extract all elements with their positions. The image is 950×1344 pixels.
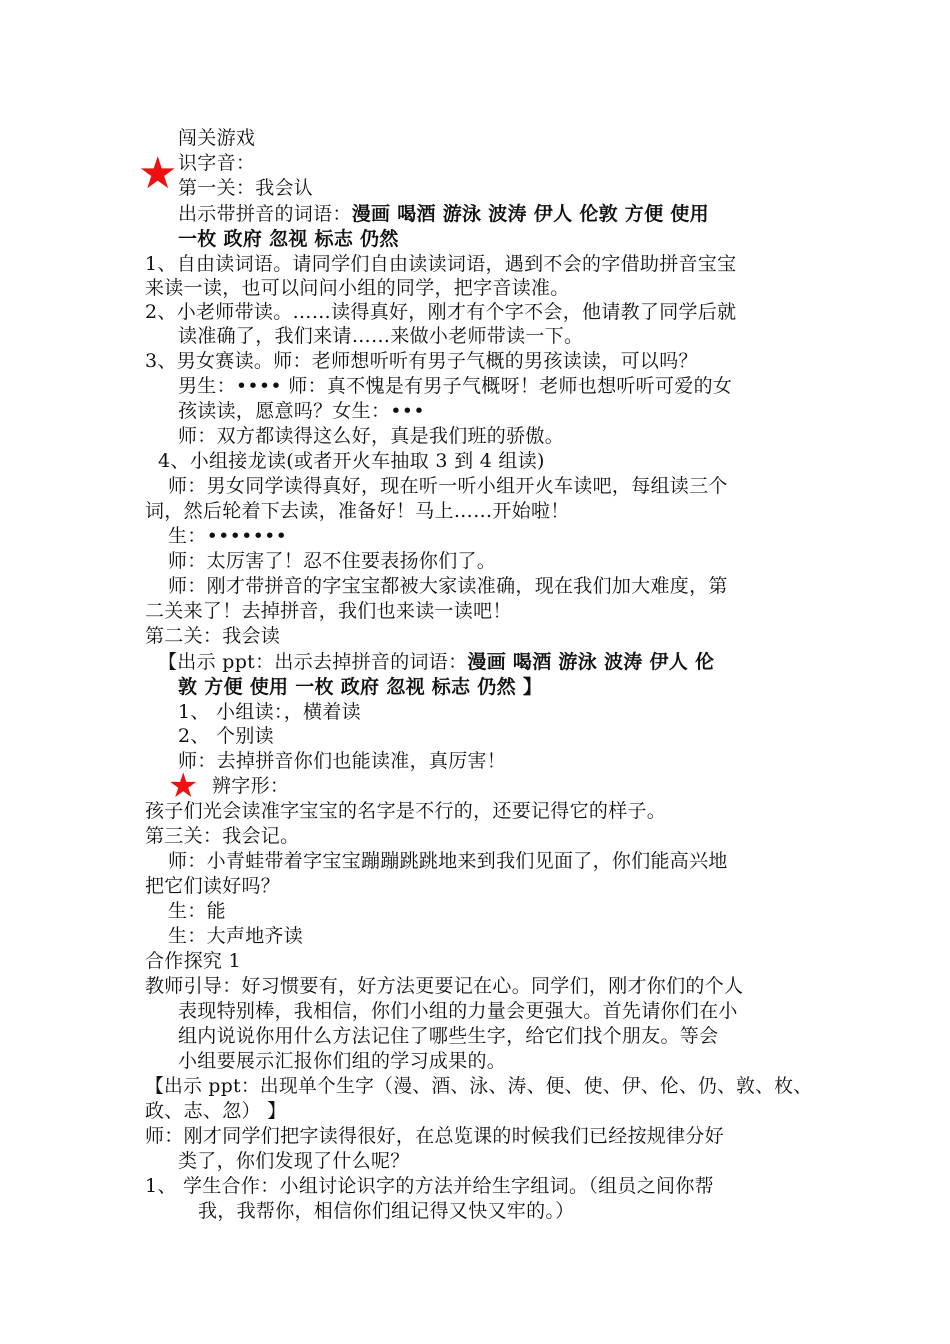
text-line: 生：能 <box>168 900 226 922</box>
text-line: 师：去掉拼音你们也能读准，真厉害！ <box>178 750 507 772</box>
text-line: 师：太厉害了！忍不住要表扬你们了。 <box>168 550 497 572</box>
text-line: 师：小青蛙带着字宝宝蹦蹦跳跳地来到我们见面了，你们能高兴地 <box>168 850 728 872</box>
heading-pronunciation: 识字音： <box>178 152 256 174</box>
text-line: 组内说说你用什么方法记住了哪些生字，给它们找个朋友。等会 <box>178 1025 719 1047</box>
text-line: 小组要展示汇报你们组的学习成果的。 <box>178 1050 507 1072</box>
text-line: 类了，你们发现了什么呢？ <box>178 1150 410 1172</box>
vocabulary-words: 敦 方便 使用 一枚 政府 忽视 标志 仍然 】 <box>178 676 543 698</box>
text-line: 词，然后轮着下去读，准备好！马上……开始啦！ <box>145 500 570 522</box>
text-line: 3、男女赛读。师：老师想听听有男子气概的男孩读读，可以吗？ <box>145 350 698 372</box>
text-line: 2、小老师带读。……读得真好，刚才有个字不会，他请教了同学后就 <box>145 301 737 323</box>
text-line: 4、小组接龙读(或者开火车抽取 3 到 4 组读) <box>158 450 545 472</box>
text-line: 孩子们光会读准字宝宝的名字是不行的，还要记得它的样子。 <box>145 800 667 822</box>
text-line: 1、 小组读：，横着读 <box>178 701 361 723</box>
text-line <box>158 650 714 674</box>
level-one-title: 第一关：我会认 <box>178 177 314 199</box>
text-line: 师：双方都读得这么好，真是我们班的骄傲。 <box>178 425 565 447</box>
text-line: 2、 个别读 <box>178 725 274 747</box>
vocabulary-words: 漫画 喝酒 游泳 波涛 伊人 伦敦 方便 使用 <box>351 203 709 225</box>
text-line: 【出示 ppt：出现单个生字（漫、酒、泳、涛、便、使、伊、伦、仍、敦、枚、 <box>145 1075 813 1097</box>
level-three-title: 第三关：我会记。 <box>145 825 300 847</box>
heading-game: 闯关游戏 <box>178 127 256 149</box>
heading-cooperation: 合作探究 1 <box>145 950 241 972</box>
text-line: 来读一读，也可以问问小组的同学，把字音读准。 <box>145 277 570 299</box>
text-line: 师：刚才同学们把字读得很好，在总览课的时候我们已经按规律分好 <box>145 1125 725 1147</box>
red-star-icon: ★ <box>168 766 199 806</box>
text-line: 读准确了，我们来请……来做小老师带读一下。 <box>178 325 584 347</box>
heading-shape: 辨字形： <box>212 775 290 797</box>
red-star-icon: ★ <box>138 148 178 199</box>
text-line: 男生：•••• 师：真不愧是有男子气概呀！老师也想听听可爱的女 <box>178 375 733 397</box>
text-line: 师：刚才带拼音的字宝宝都被大家读准确，现在我们加大难度，第 <box>168 575 728 597</box>
level-two-title: 第二关：我会读 <box>145 625 281 647</box>
text-line: 1、自由读词语。请同学们自由读读词语，遇到不会的字借助拼音宝宝 <box>145 253 737 275</box>
text-line: 1、 学生合作：小组讨论识字的方法并给生字组词。（组员之间你帮 <box>145 1175 714 1197</box>
words-intro: 出示带拼音的词语： <box>178 203 352 225</box>
text-line: 生：••••••• <box>168 525 288 547</box>
text-line: 把它们读好吗？ <box>145 875 281 897</box>
text-line: 师：男女同学读得真好，现在听一听小组开火车读吧，每组读三个 <box>168 475 728 497</box>
text-line <box>178 202 709 226</box>
text-line: 表现特别棒，我相信，你们小组的力量会更强大。首先请你们在小 <box>178 1000 738 1022</box>
text-line: 政、志、忽） 】 <box>145 1100 287 1122</box>
vocabulary-words: 漫画 喝酒 游泳 波涛 伊人 伦 <box>467 651 715 673</box>
ppt-intro: 【出示 ppt：出示去掉拼音的词语： <box>158 651 468 673</box>
text-line: 我，我帮你，相信你们组记得又快又牢的。） <box>198 1200 575 1222</box>
text-line: 二关来了！去掉拼音，我们也来读一读吧！ <box>145 600 512 622</box>
vocabulary-words: 一枚 政府 忽视 标志 仍然 <box>178 228 399 250</box>
text-line: 教师引导：好习惯要有，好方法更要记在心。同学们，刚才你们的个人 <box>145 975 744 997</box>
text-line: 孩读读，愿意吗？女生：••• <box>178 400 425 422</box>
text-line: 生：大声地齐读 <box>168 925 304 947</box>
